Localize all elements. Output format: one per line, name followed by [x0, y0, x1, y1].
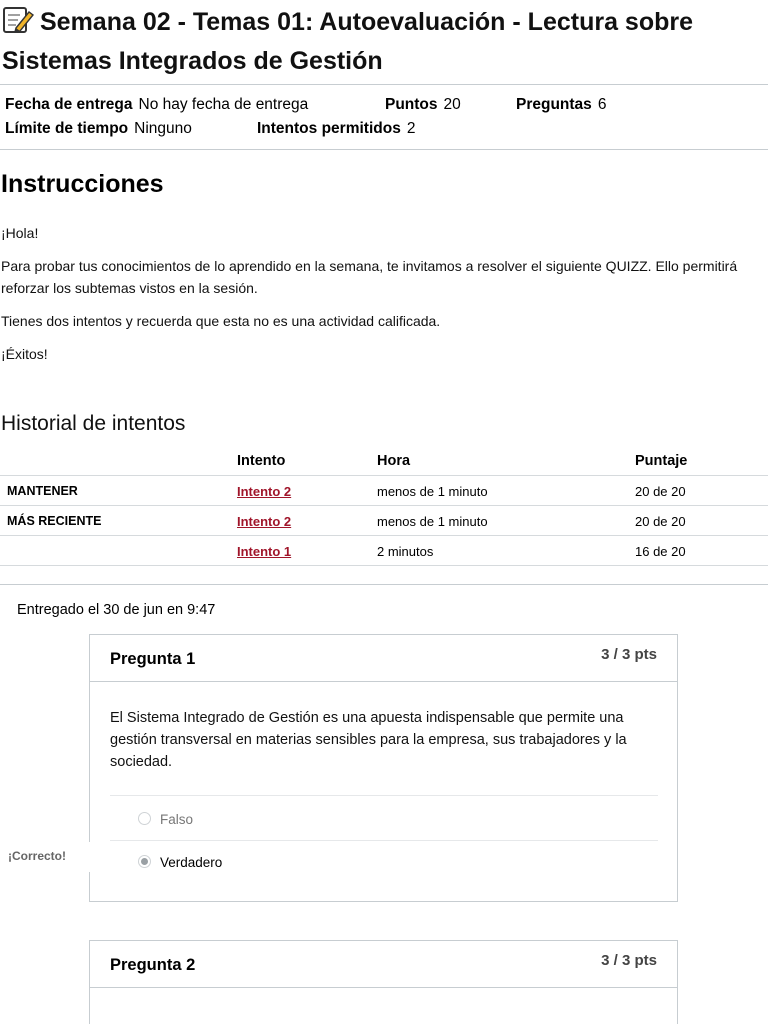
attempt-link[interactable]: Intento 1 — [237, 544, 292, 559]
time-limit-value: Ninguno — [134, 120, 192, 137]
questions-label: Preguntas — [516, 96, 592, 113]
history-col-score: Puntaje — [635, 453, 688, 469]
row-label: MÁS RECIENTE — [7, 514, 102, 528]
table-divider — [0, 505, 768, 506]
attempt-score: 20 de 20 — [635, 514, 686, 529]
radio-button[interactable] — [138, 812, 151, 825]
attempts-label: Intentos permitidos — [257, 120, 401, 137]
instructions-greeting: ¡Hola! — [1, 225, 39, 241]
table-divider — [0, 565, 768, 566]
attempt-time: 2 minutos — [377, 544, 434, 559]
question-title: Pregunta 2 — [110, 956, 196, 974]
table-divider — [0, 535, 768, 536]
questions-value: 6 — [597, 96, 607, 113]
row-label: MANTENER — [7, 484, 78, 498]
due-date — [5, 96, 308, 114]
attempt-link[interactable]: Intento 2 — [237, 484, 292, 499]
option-label: Falso — [160, 812, 194, 827]
memo-icon — [2, 6, 34, 34]
divider — [0, 84, 768, 85]
attempt-time: menos de 1 minuto — [377, 484, 488, 499]
due-label: Fecha de entrega — [5, 96, 133, 113]
divider — [0, 149, 768, 150]
question-points: 3 / 3 pts — [601, 952, 657, 969]
option-divider — [110, 795, 658, 796]
question-card — [89, 634, 678, 902]
divider — [0, 584, 768, 585]
history-heading: Historial de intentos — [1, 412, 186, 435]
attempts-allowed — [257, 120, 415, 138]
correct-answer-tag: ¡Correcto! — [0, 842, 98, 872]
option-label: Verdadero — [160, 855, 223, 870]
attempts-value: 2 — [406, 120, 416, 137]
attempt-link[interactable]: Intento 2 — [237, 514, 292, 529]
attempt-score: 20 de 20 — [635, 484, 686, 499]
attempt-time: menos de 1 minuto — [377, 514, 488, 529]
history-col-time: Hora — [377, 453, 411, 469]
attempt-score: 16 de 20 — [635, 544, 686, 559]
time-limit-label: Límite de tiempo — [5, 120, 129, 137]
instructions-paragraph: Para probar tus conocimientos de lo aprendido en la semana, te invitamos a resolver el siguiente QUIZZ. Ello permitirá reforzar los subtemas vistos en la sesión. — [1, 258, 738, 296]
submission-info: Entregado el 30 de jun en 9:47 — [17, 602, 216, 618]
history-col-attempt: Intento — [237, 453, 286, 469]
questions-count — [516, 96, 606, 114]
page-title — [2, 3, 762, 81]
points-label: Puntos — [385, 96, 438, 113]
instructions-heading: Instrucciones — [1, 170, 164, 198]
question-title: Pregunta 1 — [110, 650, 196, 668]
question-text: El Sistema Integrado de Gestión es una apuesta indispensable que permite una gestión transversal en materias sensibles para la empresa, sus trabajadores y la sociedad. — [110, 710, 627, 770]
question-header — [90, 635, 677, 682]
question-points: 3 / 3 pts — [601, 646, 657, 663]
radio-button-selected[interactable] — [138, 855, 151, 868]
question-header — [90, 941, 677, 988]
instructions-paragraph: Tienes dos intentos y recuerda que esta no es una actividad calificada. — [1, 313, 441, 329]
table-divider — [0, 475, 768, 476]
time-limit — [5, 120, 192, 138]
option-divider — [110, 840, 658, 841]
title-text: Semana 02 - Temas 01: Autoevaluación - Lectura sobre Sistemas Integrados de Gestión — [2, 8, 694, 75]
due-value: No hay fecha de entrega — [138, 96, 309, 113]
points-value: 20 — [443, 96, 461, 113]
question-card — [89, 940, 678, 1024]
points — [385, 96, 461, 114]
instructions-closing: ¡Éxitos! — [1, 346, 48, 362]
